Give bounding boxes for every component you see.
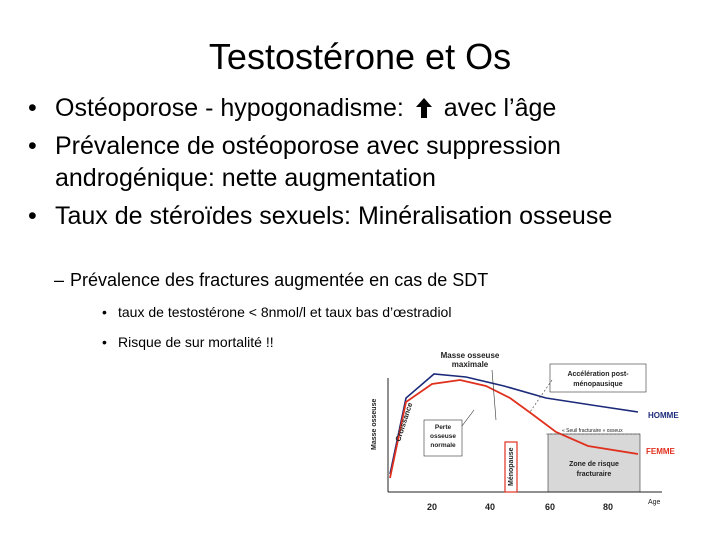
bullet-item bbox=[28, 92, 708, 124]
homme-label: HOMME bbox=[648, 411, 679, 420]
loss-label-line: Perte bbox=[434, 424, 452, 431]
sub-sub-bullet-text: taux de testostérone < 8nmol/l et taux bas d’œstradiol bbox=[118, 304, 452, 320]
femme-label: FEMME bbox=[646, 447, 675, 456]
bullet-text: Prévalence de ostéoporose avec suppression bbox=[55, 132, 561, 160]
menopause-label: Ménopause bbox=[508, 447, 515, 486]
bone-mass-figure bbox=[362, 350, 692, 520]
bullet-text: Taux de stéroïdes sexuels: Minéralisation osseuse bbox=[55, 202, 613, 230]
growth-label: Croissance bbox=[393, 401, 415, 443]
up-arrow-icon bbox=[415, 97, 433, 119]
sub-bullet bbox=[54, 270, 489, 291]
x-tick-label: 80 bbox=[602, 502, 614, 512]
sub-bullet-dash: – bbox=[54, 270, 65, 290]
sub-sub-bullet bbox=[102, 334, 274, 350]
sub-sub-bullet-dot: • bbox=[102, 334, 107, 350]
bullet-text: Ostéoporose - hypogonadisme: bbox=[55, 94, 404, 122]
x-tick-label: 20 bbox=[426, 502, 438, 512]
threshold-label: « Seuil fracturaire » osseux bbox=[562, 428, 623, 434]
slide-title: Testostérone et Os bbox=[208, 36, 512, 77]
bullet-list bbox=[28, 92, 708, 238]
bullet-item bbox=[28, 200, 708, 232]
peak-label-line: Masse osseuse bbox=[440, 351, 500, 360]
sub-bullet-text: Prévalence des fractures augmentée en cas de SDT bbox=[70, 270, 489, 290]
peak-label-line: maximale bbox=[451, 360, 489, 369]
x-tick-label: 40 bbox=[484, 502, 496, 512]
bullet-dot: • bbox=[28, 94, 37, 122]
bullet-item bbox=[28, 130, 708, 194]
peak-arrow bbox=[492, 370, 496, 420]
bullet-text: avec l’âge bbox=[443, 94, 557, 122]
bullet-text: androgénique: nette augmentation bbox=[55, 164, 436, 192]
zone-label-line: fracturaire bbox=[576, 471, 612, 478]
y-axis-label: Masse osseuse bbox=[371, 398, 378, 450]
acceleration-label-line: ménopausique bbox=[573, 381, 623, 388]
loss-arrow bbox=[462, 410, 474, 426]
x-tick-label: 60 bbox=[544, 502, 556, 512]
loss-label-line: osseuse bbox=[429, 433, 457, 440]
bullet-dot: • bbox=[28, 132, 37, 160]
sub-sub-bullet bbox=[102, 304, 452, 320]
loss-label-line: normale bbox=[430, 442, 456, 449]
acceleration-label-line: Accélération post- bbox=[567, 371, 629, 378]
sub-sub-bullet-text: Risque de sur mortalité !! bbox=[118, 334, 274, 350]
x-axis-label: Age bbox=[648, 499, 661, 506]
sub-sub-bullet-dot: • bbox=[102, 304, 107, 320]
zone-label-line: Zone de risque bbox=[569, 461, 619, 468]
bullet-dot: • bbox=[28, 202, 37, 230]
